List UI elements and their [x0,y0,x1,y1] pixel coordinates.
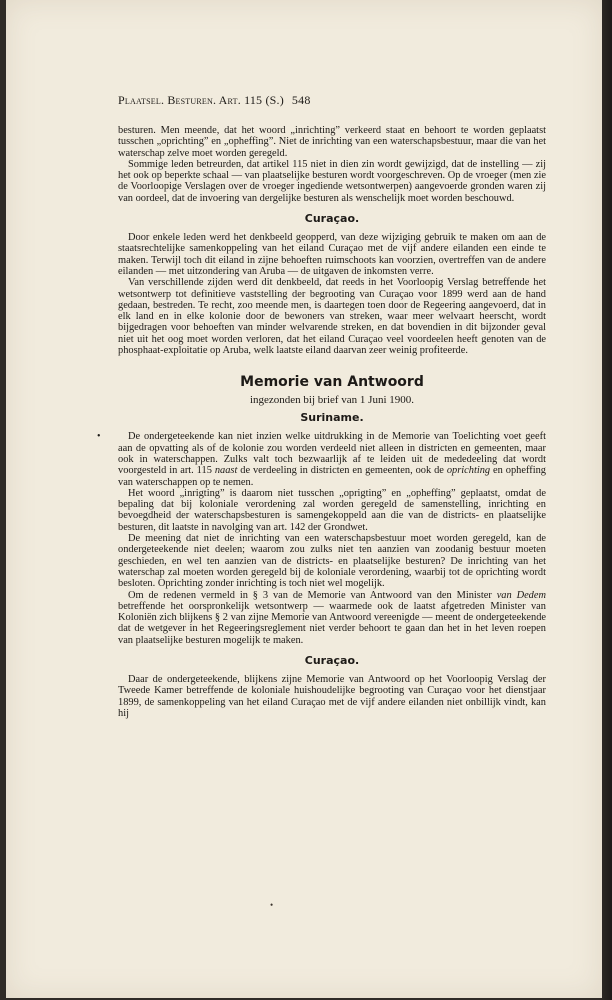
emphasis: van Dedem [496,589,546,601]
paragraph: Van verschillende zijden werd dit denkbeeld, dat reeds in het Voorloopig Verslag betreffende het wetsontwerp tot definitieve vaststelling der begrooting van Curaçao voor 1899 werd aan de hand gedaan, bestreden. Te recht, zoo meende men, is daartegen toen door de Regeering aangevoerd, dat in elk land en in elke kolonie door de bewoners van streken, waar meer welvaart heerscht, wordt bijgedragen voor behoeften van minder welvarende streken, en dat bovendien in dit bijzonder geval niet uit het oog moet worden verloren, dat het eiland Curaçao veel voordeelen heeft genoten van de phosphaat-exploitatie op Aruba, welk laatste eiland daarvan zeer weinig profiteerde. [118,277,546,357]
emphasis: naast [214,465,238,477]
section-heading-curacao: Curaçao. [304,212,360,226]
text-run: De ondergeteekende kan niet inzien welke uitdrukking in de Memorie van Toelichting voet geeft aan de opvatting als of de kolonie zou worden verdeeld niet alleen in districten en gemeenten, maar ook in waterschappen. Zulks valt toch bezwaarlijk af te leiden uit de mededeeling dat wordt voorgesteld in art. 115 [118,431,546,477]
paragraph: besturen. Men meende, dat het woord „inrichting” verkeerd staat en behoort te worden geplaatst tusschen „oprichting” en „opheffing”. Niet de inrichting van een waterschapsbestuur, maar die van het waterschap zelve moet worden geregeld. [118,125,546,159]
section-heading-curacao-2: Curaçao. [304,653,360,667]
page-content [97,93,546,719]
paragraph: Het woord „inrigting” is daarom niet tusschen „oprigting” en „opheffing” geplaatst, omdat de bepaling dat bij koloniale verordening zal worden geregeld de samenstelling, inrichting en bevoegdheid der waterschapsbesturen is samengekoppeld aan die van de districts- en plaatselijke besturen, dit laatste in navolging van art. 142 der Grondwet. [118,487,546,533]
footer-mark: • [270,900,274,910]
memorie-title: Memorie van Antwoord [240,374,424,391]
text-run: en opheffing van waterschappen op te nemen. [118,465,546,488]
paragraph [118,431,546,487]
page-edge [602,0,612,1000]
text-run: betreffende het oorspronkelijk wetsontwerp — waarmede ook de laatst afgetreden Minister van Koloniën zich blijkens § 2 van zijne Memorie van Antwoord vereenigde — meent de ondergeteekende dat de wetgever in het Regeeringsreglement niet verder behoort te gaan dan het in het leven roepen van plaatselijke besturen mogelijk te maken. [118,600,546,646]
emphasis: oprichting [446,465,491,477]
page-number: 548 [291,93,311,107]
running-header [118,93,546,107]
section-heading-suriname: Suriname. [300,411,364,425]
paragraph: De meening dat niet de inrichting van een waterschapsbestuur moet worden geregeld, kan de ondergeteekende niet deelen; waarom zou zulks niet ten aanzien van zoodanig bestuur moeten geschieden, en wel ten aanzien van de districts- en plaatselijke besturen? De inrichting van het waterschap zal moeten worden geregeld bij de koloniale verordening, waarbij tot de oprichting wordt besloten. Oprichting zonder inrichting is toch niet wel mogelijk. [118,533,546,590]
header-title: Plaatsel. Besturen. Art. 115 (S.) [118,93,284,107]
text-run: Om de redenen vermeld in § 3 van de Memorie van Antwoord van den Minister [128,589,497,601]
margin-mark: • [97,431,101,443]
text-run: de verdeeling in districten en gemeenten, ook de [237,465,447,477]
memorie-subtitle: ingezonden bij brief van 1 Juni 1900. [249,394,415,407]
paragraph: Door enkele leden werd het denkbeeld geopperd, van deze wijziging gebruik te maken om aan de staatsrechtelijke samenkoppeling van het eiland Curaçao met de vijf andere eilanden een einde te maken. Terwijl toch dit eiland in zijne behoeften ruimschoots kan voorzien, overtreffen van de andere eilanden — met uitzondering van Aruba — de uitgaven de inkomsten verre. [118,232,546,277]
paragraph-wrap [97,431,546,488]
paragraph [118,590,546,646]
paragraph: Daar de ondergeteekende, blijkens zijne Memorie van Antwoord op het Voorloopig Verslag der Tweede Kamer betreffende de koloniale huishoudelijke begrooting van Curaçao voor het dienstjaar 1899, de samenkoppeling van het eiland Curaçao met de vijf andere eilanden niet onbillijk vindt, kan hij [118,673,546,719]
paragraph: Sommige leden betreurden, dat artikel 115 niet in dien zin wordt gewijzigd, dat de instelling — zij het ook op beperkte schaal — van plaatselijke besturen wordt voorgeschreven. Op de vroeger (men zie de Voorloopige Verslagen over de vroeger ingediende wetsontwerpen) aangevoerde gronden waren zij van oordeel, dat de invoering van dergelijke besturen als wenschelijk moet worden beschouwd. [118,158,546,204]
